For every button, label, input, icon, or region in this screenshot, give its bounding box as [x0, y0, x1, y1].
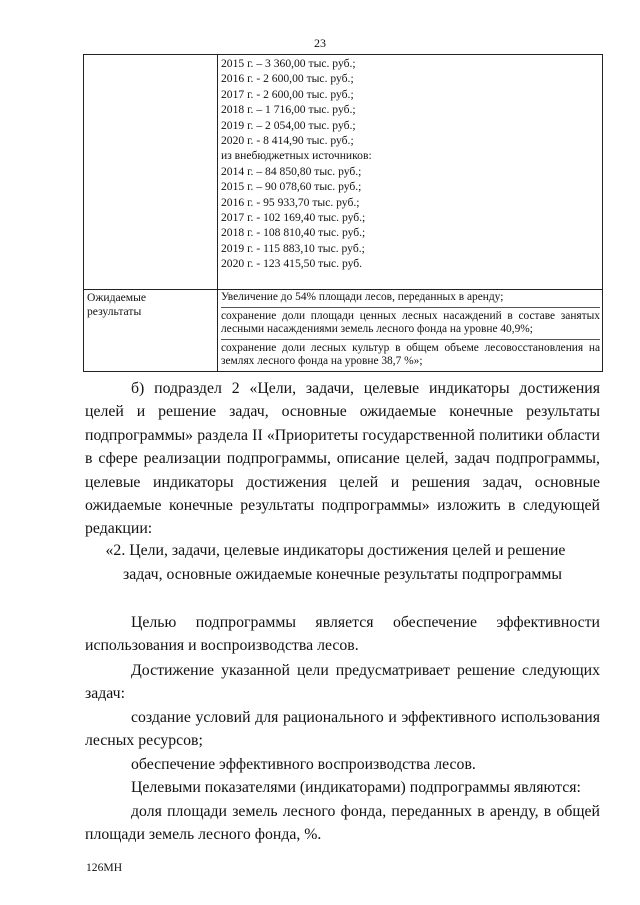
funding-line: 2020 г. - 8 414,90 тыс. руб.; — [221, 133, 354, 147]
task-paragraph: обеспечение эффективного воспроизводства лесов. — [131, 756, 476, 773]
row-divider — [84, 289, 602, 290]
results-label-line: Ожидаемые — [87, 291, 147, 304]
funding-line: 2014 г. – 84 850,80 тыс. руб.; — [221, 164, 362, 178]
funding-line: 2018 г. - 108 810,40 тыс. руб.; — [221, 226, 366, 240]
tasks-intro-paragraph: Достижение указанной цели предусматривает решение следующих задач: — [85, 662, 600, 703]
funding-line: 2017 г. - 102 169,40 тыс. руб.; — [221, 210, 366, 224]
task-paragraph: создание условий для рационального и эффективного использования лесных ресурсов; — [85, 709, 600, 750]
funding-line: 2016 г. - 2 600,00 тыс. руб.; — [221, 72, 354, 86]
program-table — [83, 54, 603, 372]
goal-paragraph: Целью подпрограммы является обеспечение эффективности использования и воспроизводства лесов. — [85, 614, 600, 655]
funding-line: 2019 г. – 2 054,00 тыс. руб.; — [221, 118, 356, 132]
funding-line: 2020 г. - 123 415,50 тыс. руб. — [221, 257, 363, 271]
indicator-paragraph: доля площади земель лесного фонда, переданных в аренду, в общей площади земель лесного фонда, %. — [85, 803, 600, 844]
results-label-line: результаты — [87, 305, 142, 318]
result-item: сохранение доли лесных культур в общем объеме лесовосстановления на землях лесного фонда на уровне 38,7 %»; — [221, 342, 600, 367]
amendment-paragraph: б) подраздел 2 «Цели, задачи, целевые индикаторы достижения целей и решение задач, основные ожидаемые конечные результаты подпрограммы» раздела II «Приоритеты государственной политики области в сфере реализации подпрограммы, описание целей, задач подпрограммы, целевые индикаторы достижения целей и решения задач, основные ожидаемые конечные результаты подпрограммы» изложить в следующей редакции: — [85, 380, 600, 538]
result-item: сохранение доли площади ценных лесных насаждений в составе занятых лесными насаждениями земель лесного фонда на уровне 40,9%; — [221, 310, 600, 335]
funding-line: 2019 г. - 115 883,10 тыс. руб.; — [221, 241, 365, 255]
section-heading-line: «2. Цели, задачи, целевые индикаторы достижения целей и решение — [105, 542, 566, 559]
funding-cell — [221, 56, 599, 271]
result-separator — [221, 339, 600, 340]
section-heading — [85, 539, 600, 587]
page-number: 23 — [314, 36, 326, 50]
results-label — [87, 291, 146, 319]
funding-line: 2015 г. – 90 078,60 тыс. руб.; — [221, 180, 362, 194]
section-heading-line: задач, основные ожидаемые конечные результаты подпрограммы — [122, 566, 563, 583]
result-separator — [221, 307, 600, 308]
funding-line: 2018 г. – 1 716,00 тыс. руб.; — [221, 103, 356, 117]
result-item: Увеличение до 54% площади лесов, переданных в аренду; — [221, 291, 504, 303]
funding-line: из внебюджетных источников: — [221, 149, 372, 163]
indicators-intro-paragraph: Целевыми показателями (индикаторами) подпрограммы являются: — [131, 779, 581, 796]
column-divider — [217, 55, 218, 371]
funding-line: 2016 г. - 95 933,70 тыс. руб.; — [221, 195, 360, 209]
document-code: 126МН — [86, 861, 123, 874]
funding-line: 2017 г. - 2 600,00 тыс. руб.; — [221, 87, 354, 101]
results-cell — [221, 291, 600, 368]
funding-line: 2015 г. – 3 360,00 тыс. руб.; — [221, 57, 356, 70]
